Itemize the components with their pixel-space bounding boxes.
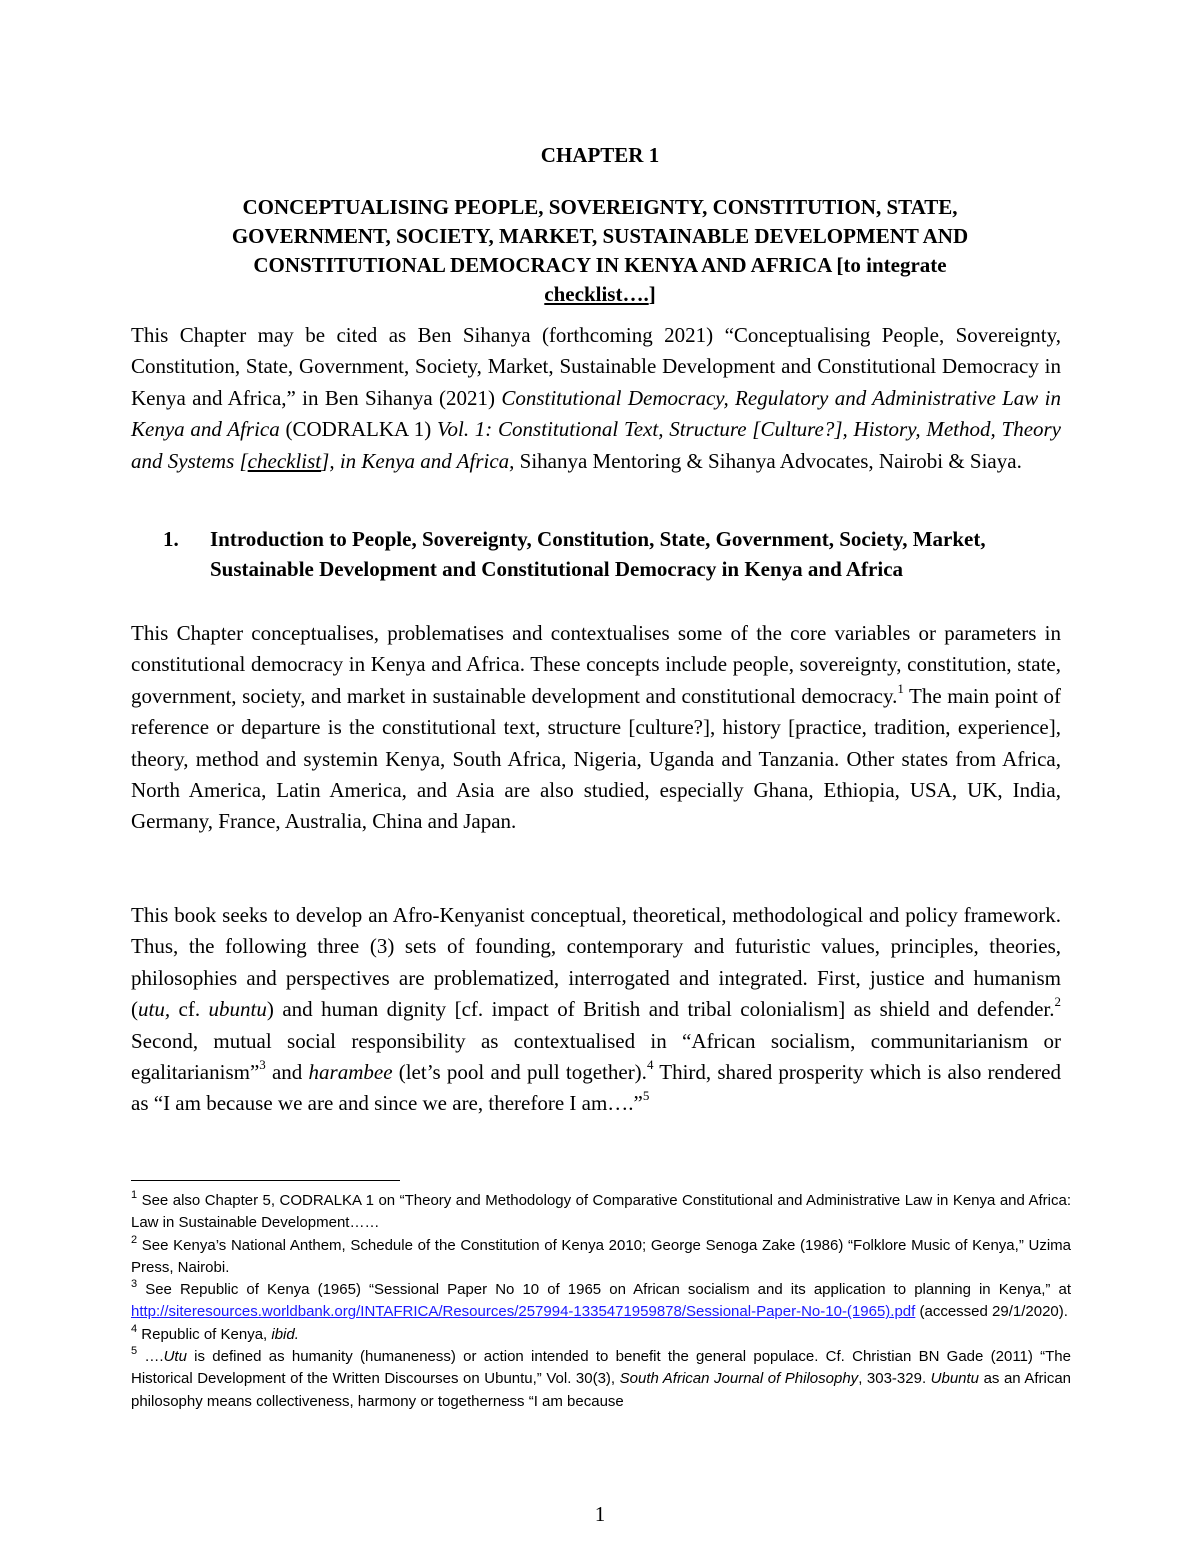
citation-paragraph xyxy=(131,320,1061,477)
footnote-text: Republic of Kenya, xyxy=(137,1325,272,1343)
footnote-4 xyxy=(131,1324,1071,1346)
term-harambee: harambee xyxy=(308,1060,393,1085)
book-text-6: Third, shared prosperity which is also rendered as “I am because we are and since we are, therefore I am….” xyxy=(131,1060,1061,1116)
page-number: 1 xyxy=(594,1502,606,1526)
checklist-text: checklist…. xyxy=(544,282,649,306)
footnote-text: is defined as humanity (humaneness) or action intended to benefit the general populace. Cf. Christian BN Gade (2011) “The Historical Development of the Written Discourses on Ubuntu,” Vol. 30(3), xyxy=(131,1348,1071,1388)
citation-book-title: Constitutional Democracy, Regulatory and Administrative Law in Kenya and Africa xyxy=(131,385,1061,442)
footnote-3 xyxy=(131,1279,1071,1324)
footnote-term-utu: Utu xyxy=(163,1348,187,1366)
intro-text-1: This Chapter conceptualises, problematises and contextualises some of the core variables or parameters in constitutional democracy in Kenya and Africa. These concepts include people, sovereignty, constitution, state, government, society, and market in sustainable development and constitutional democracy. xyxy=(131,621,1061,708)
footnote-journal: South African Journal of Philosophy xyxy=(619,1370,859,1388)
intro-text-2: The main point of reference or departure is the constitutional text, structure [culture?], history [practice, tradition, experience], theory, method and systemin Kenya, South Africa, Nigeria, Uganda and Tanzania. Other states from Africa, North America, Latin America, and Asia are also studied, especially Ghana, Ethiopia, USA, UK, India, Germany, France, Australia, China and Japan. xyxy=(131,683,1062,834)
sessional-paper-link[interactable]: http://siteresources.worldbank.org/INTAFRICA/Resources/257994-1335471959878/Sessional-Paper-No-10-(1965).pdf xyxy=(131,1303,916,1321)
footnote-separator xyxy=(131,1180,400,1181)
footnote-ref-3[interactable]: 3 xyxy=(259,1057,266,1073)
footnote-prefix: …. xyxy=(137,1348,164,1366)
footnote-ref-1[interactable]: 1 xyxy=(897,680,904,696)
footnote-number: 3 xyxy=(131,1278,138,1291)
footnote-number: 4 xyxy=(131,1322,138,1335)
citation-checklist: checklist xyxy=(247,448,322,473)
book-text-2: ) and human dignity [cf. impact of British and tribal colonialism] as shield and defender. xyxy=(266,997,1055,1022)
footnote-text-end: as an African philosophy means collectiveness, harmony or togetherness “I am because xyxy=(131,1370,1072,1410)
chapter-title xyxy=(170,193,1030,309)
footnote-2 xyxy=(131,1235,1071,1280)
citation-text-2: (CODRALKA 1) xyxy=(279,417,437,442)
citation-volume-end: ], in Kenya and Africa, xyxy=(321,448,515,473)
footnote-number: 2 xyxy=(131,1233,138,1246)
citation-text-1: This Chapter may be cited as Ben Sihanya (forthcoming 2021) “Conceptualising People, Sovereignty, Constitution, State, Government, Society, Market, Sustainable Development and Constitutional Democracy in Kenya and Africa,” in Ben Sihanya (2021) xyxy=(131,323,1061,410)
section-number: 1. xyxy=(163,527,179,551)
footnote-pages: , 303-329. xyxy=(858,1370,931,1388)
chapter-label: CHAPTER 1 xyxy=(540,143,660,167)
book-text-5: (let’s pool and pull together). xyxy=(392,1060,647,1085)
term-utu: utu, xyxy=(138,997,171,1022)
footnote-text-after-link: (accessed 29/1/2020). xyxy=(915,1303,1068,1321)
citation-publisher: Sihanya Mentoring & Sihanya Advocates, Nairobi & Siaya. xyxy=(514,448,1022,473)
book-paragraph xyxy=(131,900,1061,1120)
title-close-bracket: ] xyxy=(648,282,656,306)
footnote-ref-5[interactable]: 5 xyxy=(642,1088,650,1104)
book-text-3: Second, mutual social responsibility as contextualised in “African socialism, communitarianism or egalitarianism” xyxy=(131,1028,1061,1085)
footnote-ibid: ibid. xyxy=(271,1325,299,1343)
footnote-ref-2[interactable]: 2 xyxy=(1054,994,1061,1010)
footnote-number: 5 xyxy=(131,1345,138,1358)
book-text-1: This book seeks to develop an Afro-Kenyanist conceptual, theoretical, methodological and policy framework. Thus, the following three (3) sets of founding, contemporary and futuristic values, principles, theories, philosophies and perspectives are problematized, interrogated and integrated. First, justice and humanism ( xyxy=(131,903,1061,1022)
section-heading-text: Introduction to People, Sovereignty, Constitution, State, Government, Society, Market, Sustainable Development and Constitutional Democracy in Kenya and Africa xyxy=(210,527,986,581)
footnote-1 xyxy=(131,1190,1071,1235)
section-heading xyxy=(163,525,1053,584)
intro-paragraph xyxy=(131,618,1061,838)
footnote-text: See also Chapter 5, CODRALKA 1 on “Theory and Methodology of Comparative Constitutional and Administrative Law in Kenya and Africa: Law in Sustainable Development…… xyxy=(131,1192,1071,1232)
footnotes xyxy=(131,1190,1071,1413)
citation-volume-title: Vol. 1: Constitutional Text, Structure [Culture?], History, Method, Theory and Systems [ xyxy=(131,417,1062,473)
footnote-term-ubuntu: Ubuntu xyxy=(930,1370,980,1388)
book-cf: cf. xyxy=(170,997,209,1022)
term-ubuntu: ubuntu xyxy=(208,997,267,1022)
footnote-5 xyxy=(131,1346,1071,1413)
footnote-text: See Kenya’s National Anthem, Schedule of the Constitution of Kenya 2010; George Senoga Zake (1986) “Folklore Music of Kenya,” Uzima Press, Nairobi. xyxy=(131,1236,1071,1276)
book-text-4: and xyxy=(265,1060,309,1085)
footnote-text: See Republic of Kenya (1965) “Sessional Paper No 10 of 1965 on African socialism and its application to planning in Kenya,” at xyxy=(137,1281,1071,1299)
footnote-number: 1 xyxy=(131,1189,138,1201)
chapter-title-text: CONCEPTUALISING PEOPLE, SOVEREIGNTY, CONSTITUTION, STATE, GOVERNMENT, SOCIETY, MARKET, SUSTAINABLE DEVELOPMENT AND CONSTITUTIONAL DEMOCRACY IN KENYA AND AFRICA [to integrate xyxy=(231,195,969,277)
footnote-ref-4[interactable]: 4 xyxy=(646,1057,654,1073)
